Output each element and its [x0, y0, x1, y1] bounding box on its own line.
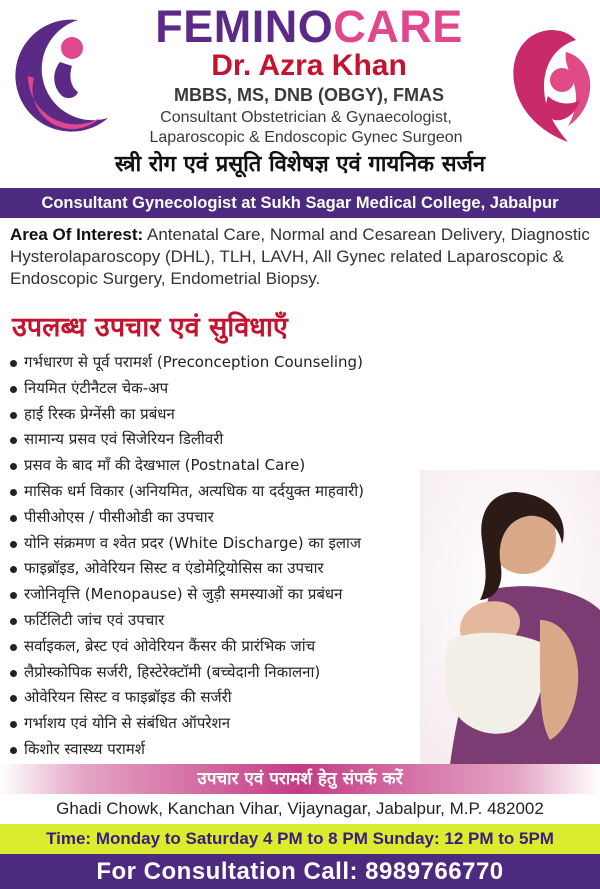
list-item: फर्टिलिटी जांच एवं उपचार: [8, 608, 478, 634]
designation-line-1: Consultant Obstetrician & Gynaecologist,: [160, 109, 452, 126]
consultation-call-band: For Consultation Call: 8989766770: [0, 854, 600, 889]
hindi-specialty-title: स्त्री रोग एवं प्रसूति विशेषज्ञ एवं गायनिक सर्जन: [114, 152, 486, 177]
services-list: [8, 350, 478, 763]
list-item: प्रसव के बाद माँ की देखभाल (Postnatal Care): [8, 453, 478, 479]
doctor-name: Dr. Azra Khan: [211, 49, 407, 82]
list-item: फाइब्रॉइड, ओवेरियन सिस्ट व एंडोमेट्रियोसिस का उपचार: [8, 556, 478, 582]
college-banner: Consultant Gynecologist at Sukh Sagar Medical College, Jabalpur: [0, 188, 600, 218]
list-item: ओवेरियन सिस्ट व फाइब्रॉइड की सर्जरी: [8, 685, 478, 711]
mother-child-logo-icon: [504, 22, 596, 150]
list-item: योनि संक्रमण व श्वेत प्रदर (White Discharge) का इलाज: [8, 531, 478, 557]
interest-label: Area Of Interest:: [10, 225, 144, 244]
designation-line-2: Laparoscopic & Endoscopic Gynec Surgeon: [149, 129, 463, 146]
list-item: सामान्य प्रसव एवं सिजेरियन डिलीवरी: [8, 427, 478, 453]
brand-part-care: CARE: [333, 1, 463, 52]
feminocare-logo-icon: [8, 6, 118, 141]
list-item: मासिक धर्म विकार (अनियमित, अत्यधिक या दर्दयुक्त माहवारी): [8, 479, 478, 505]
list-item: गर्भाशय एवं योनि से संबंधित ऑपरेशन: [8, 711, 478, 737]
degrees: MBBS, MS, DNB (OBGY), FMAS: [174, 85, 444, 105]
header: [0, 0, 600, 188]
list-item: हाई रिस्क प्रेग्नेंसी का प्रबंधन: [8, 402, 478, 428]
brand-name: [124, 2, 494, 52]
area-of-interest: [10, 224, 595, 290]
list-item: रजोनिवृत्ति (Menopause) से जुड़ी समस्याओं का प्रबंधन: [8, 582, 478, 608]
list-item: लैप्रोस्कोपिक सर्जरी, हिस्टेरेक्टॉमी (बच्चेदानी निकालना): [8, 660, 478, 686]
clinic-address: Ghadi Chowk, Kanchan Vihar, Vijaynagar, Jabalpur, M.P. 482002: [56, 799, 544, 818]
list-item: सर्वाइकल, ब्रेस्ट एवं ओवेरियन कैंसर की प्रारंभिक जांच: [8, 634, 478, 660]
contact-heading: उपचार एवं परामर्श हेतु संपर्क करें: [197, 769, 403, 789]
interest-text: Antenatal Care, Normal and Cesarean Delivery, Diagnostic Hysterolaparoscopy (DHL), TLH, LAVH, All Gynec related Laparoscopic & Endoscopic Surgery, Endometrial Biopsy.: [10, 225, 590, 288]
list-item: पीसीओएस / पीसीओडी का उपचार: [8, 505, 478, 531]
contact-heading-band: [0, 764, 600, 794]
list-item: किशोर स्वास्थ्य परामर्श: [8, 737, 478, 763]
services-title: उपलब्ध उपचार एवं सुविधाएँ: [12, 312, 288, 343]
brand-part-femino: FEMINO: [155, 1, 334, 52]
timings-band: Time: Monday to Saturday 4 PM to 8 PM Sunday: 12 PM to 5PM: [0, 824, 600, 854]
list-item: गर्भधारण से पूर्व परामर्श (Preconception Counseling): [8, 350, 478, 376]
list-item: नियमित एंटीनैटल चेक-अप: [8, 376, 478, 402]
